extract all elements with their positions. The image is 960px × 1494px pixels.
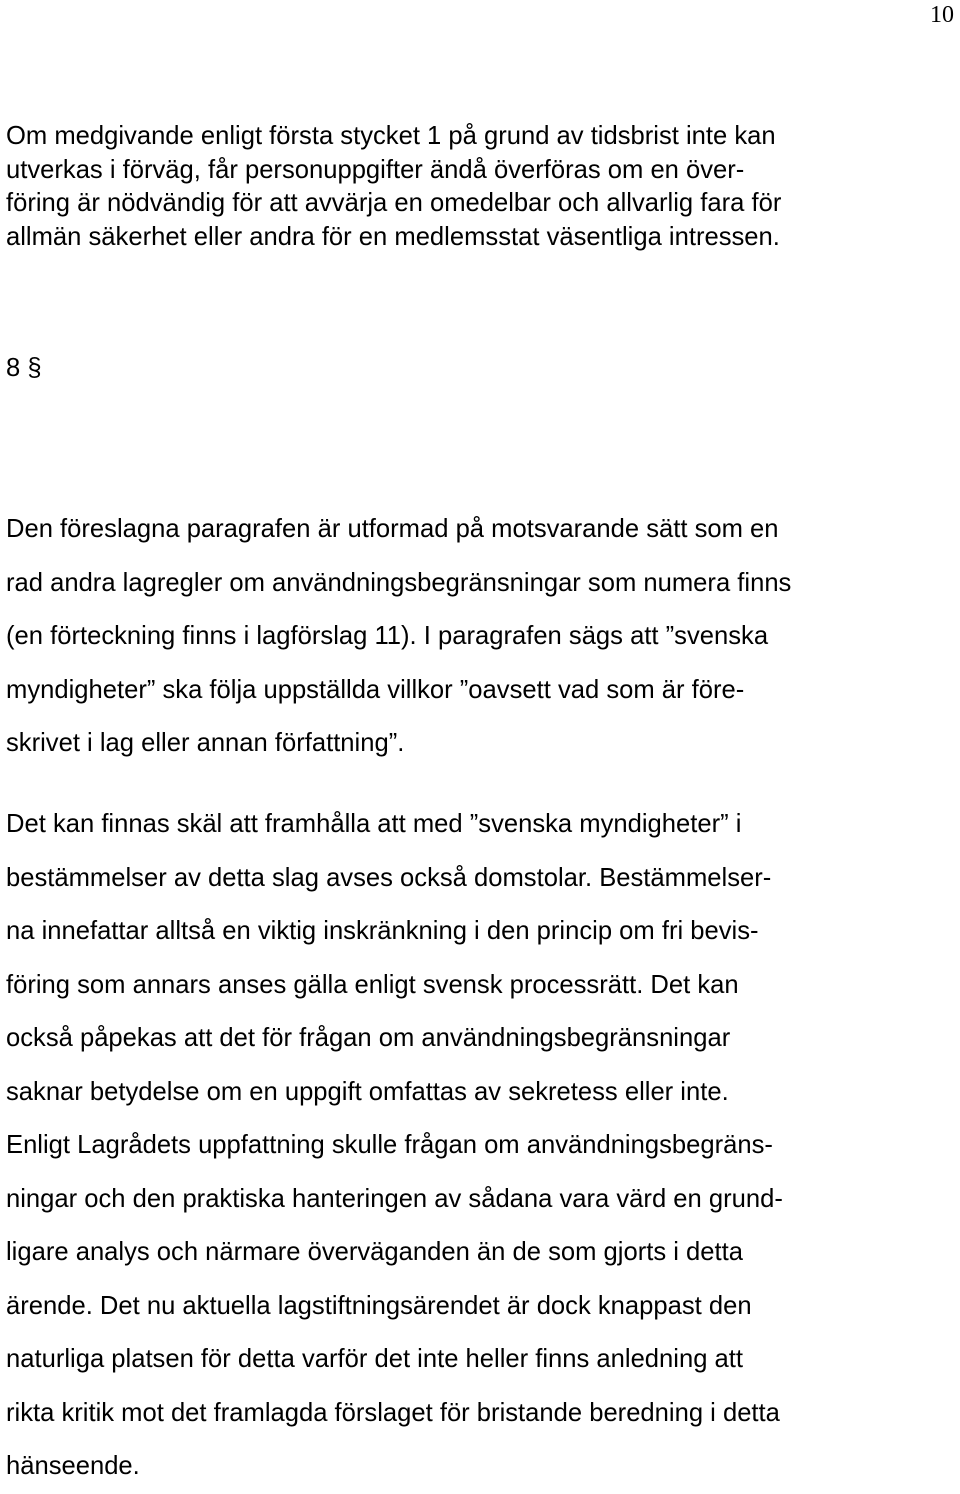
paragraph-line: rad andra lagregler om användningsbegränsningar som numera finns [6,568,792,597]
paragraph-line: Enligt Lagrådets uppfattning skulle frågan om användningsbegräns- [6,1131,773,1159]
paragraph-line: myndigheter” ska följa uppställda villkor ”oavsett vad som är före- [6,675,745,704]
paragraph-line: Det kan finnas skäl att framhålla att med ”svenska myndigheter” i [6,810,742,838]
paragraph-line: allmän säkerhet eller andra för en medlemsstat väsentliga intressen. [6,222,780,251]
paragraph-domstolar [6,798,956,1494]
paragraph-line: skrivet i lag eller annan författning”. [6,729,405,757]
paragraph-line: Om medgivande enligt första stycket 1 på grund av tidsbrist inte kan [6,122,776,150]
paragraph-line: naturliga platsen för detta varför det inte heller finns anledning att [6,1345,743,1373]
paragraph-line: bestämmelser av detta slag avses också domstolar. Bestämmelser- [6,863,772,892]
page-number: 10 [930,2,954,28]
paragraph-line: ligare analys och närmare överväganden än de som gjorts i detta [6,1238,743,1266]
paragraph-foreslagna [6,503,956,771]
paragraph-line: rikta kritik mot det framlagda förslaget för bristande beredning i detta [6,1398,780,1427]
paragraph-line: föring är nödvändig för att avvärja en omedelbar och allvarlig fara för [6,189,782,217]
paragraph-line: Den föreslagna paragrafen är utformad på motsvarande sätt som en [6,515,779,543]
section-heading: 8 § [6,354,42,382]
paragraph-medgivande [6,120,956,254]
paragraph-line: också påpekas att det för frågan om användningsbegränsningar [6,1024,731,1052]
paragraph-line: (en förteckning finns i lagförslag 11). I paragrafen sägs att ”svenska [6,622,769,650]
paragraph-line: ärende. Det nu aktuella lagstiftningsärendet är dock knappast den [6,1291,752,1320]
paragraph-line: utverkas i förväg, får personuppgifter ändå överföras om en över- [6,155,745,184]
paragraph-line: ningar och den praktiska hanteringen av sådana vara värd en grund- [6,1184,783,1213]
paragraph-line: föring som annars anses gälla enligt svensk processrätt. Det kan [6,970,739,999]
paragraph-line: saknar betydelse om en uppgift omfattas av sekretess eller inte. [6,1077,729,1106]
paragraph-line: na innefattar alltså en viktig inskränkning i den princip om fri bevis- [6,917,759,945]
paragraph-line: hänseende. [6,1452,140,1480]
